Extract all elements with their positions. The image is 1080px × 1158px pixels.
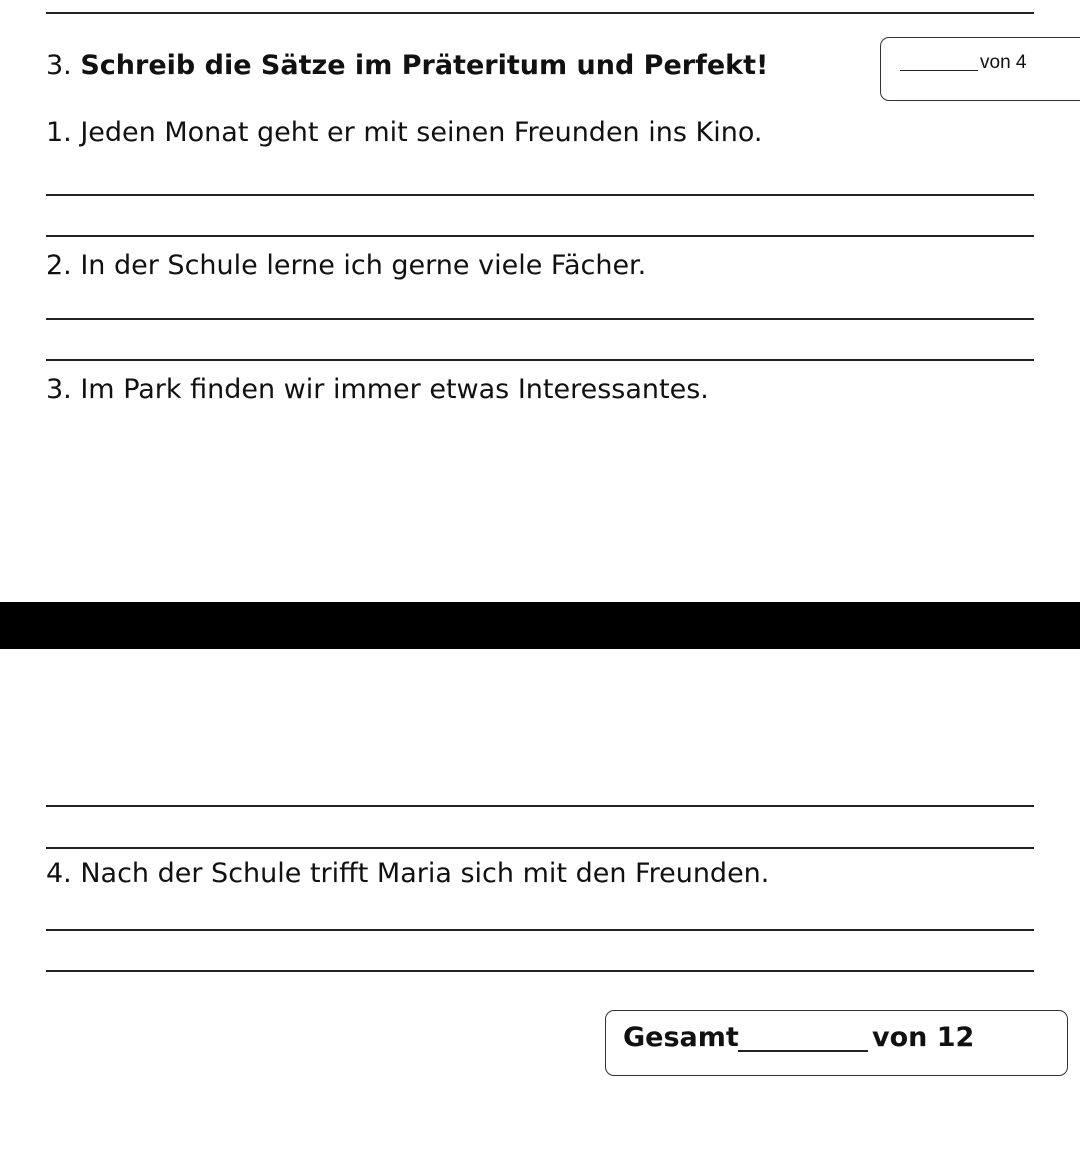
answer-line[interactable] [46, 235, 1034, 237]
total-label: Gesamt [623, 1022, 739, 1053]
answer-line[interactable] [46, 359, 1034, 361]
task-title: Schreib die Sätze im Präteritum und Perfekt! [80, 50, 769, 81]
score-of-label: von 4 [980, 52, 1027, 73]
sentence-3: 3. Im Park finden wir immer etwas Interessantes. [46, 374, 709, 405]
score-answer-blank[interactable] [900, 70, 978, 71]
answer-line[interactable] [46, 805, 1034, 807]
answer-line[interactable] [46, 970, 1034, 972]
answer-line[interactable] [46, 929, 1034, 931]
black-band [0, 602, 1080, 649]
answer-line[interactable] [46, 318, 1034, 320]
answer-line[interactable] [46, 847, 1034, 849]
total-answer-blank[interactable] [738, 1050, 868, 1052]
total-of-label: von 12 [872, 1022, 975, 1053]
task-number: 3. [46, 50, 72, 81]
top-rule [46, 12, 1034, 14]
answer-line[interactable] [46, 194, 1034, 196]
sentence-1: 1. Jeden Monat geht er mit seinen Freunden ins Kino. [46, 117, 763, 148]
sentence-4: 4. Nach der Schule trifft Maria sich mit den Freunden. [46, 858, 770, 889]
task-heading [46, 50, 768, 81]
sentence-2: 2. In der Schule lerne ich gerne viele Fächer. [46, 250, 647, 281]
